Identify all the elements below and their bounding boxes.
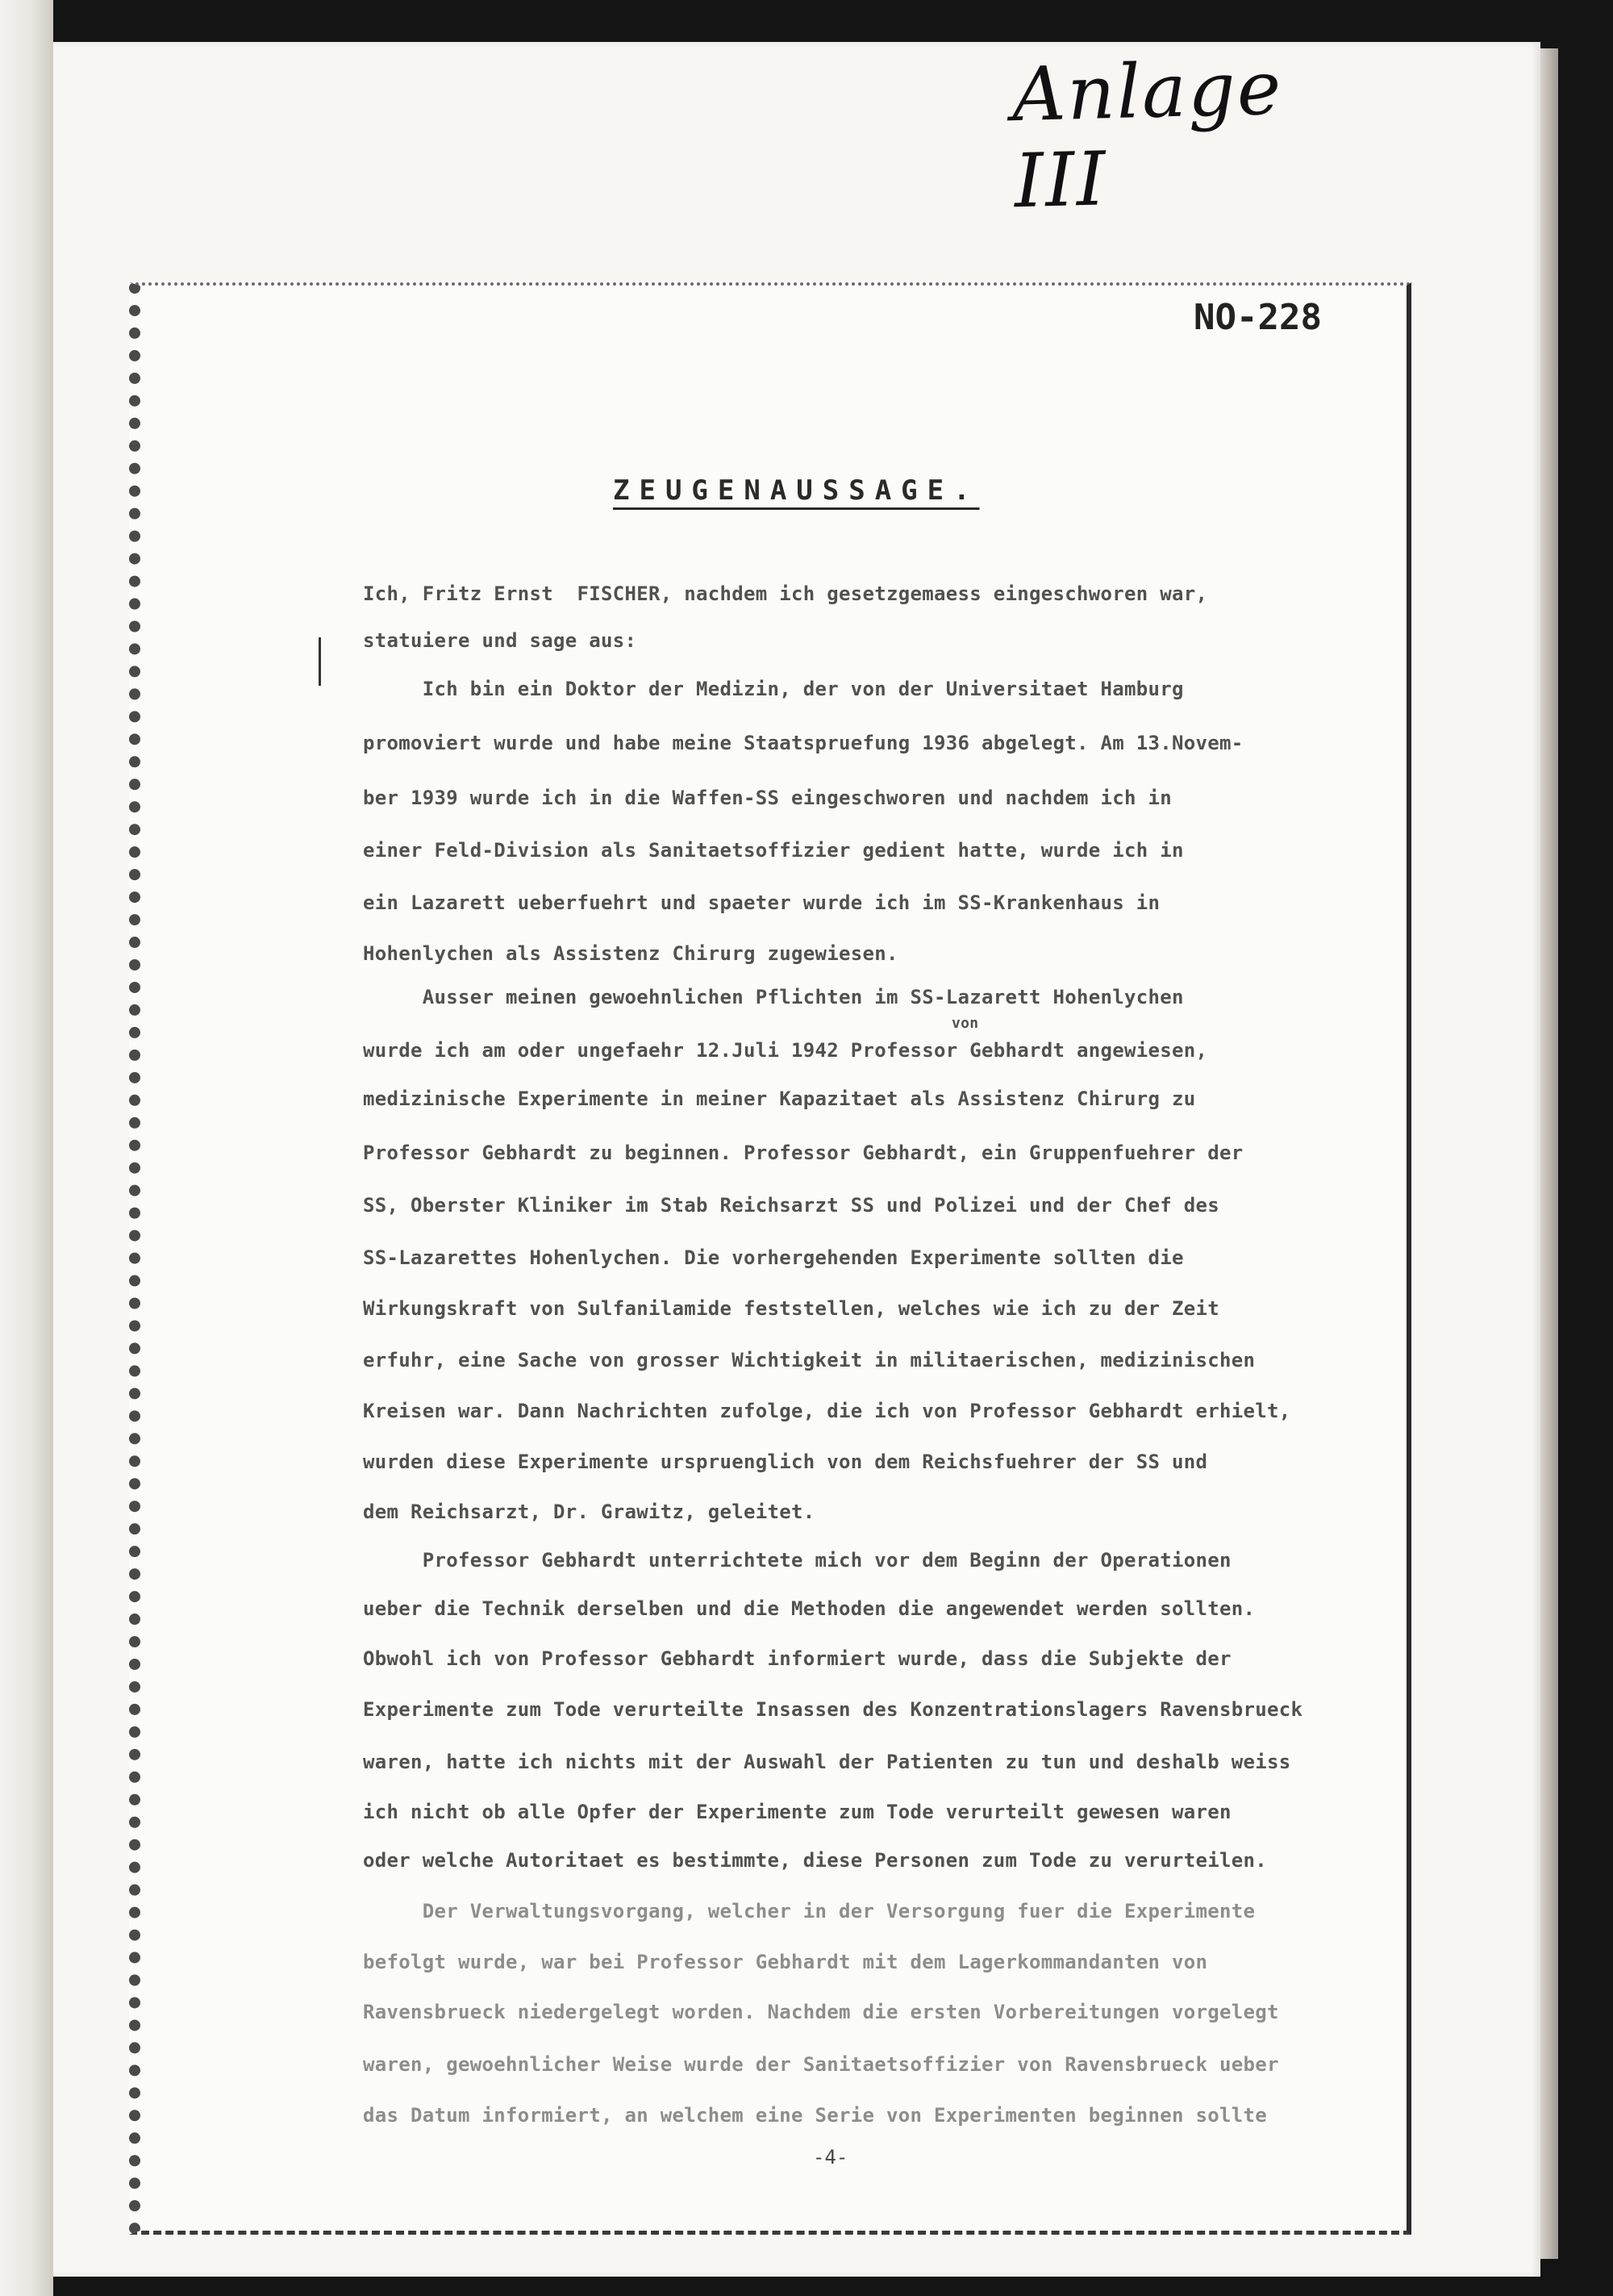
text-line: ein Lazarett ueberfuehrt und spaeter wurde ich im SS-Krankenhaus in — [363, 891, 1161, 914]
text-line: Hohenlychen als Assistenz Chirurg zugewiesen. — [363, 942, 898, 965]
text-line: erfuhr, eine Sache von grosser Wichtigkeit in militaerischen, medizinischen — [363, 1349, 1256, 1371]
text-line: wurden diese Experimente urspruenglich von dem Reichsfuehrer der SS und — [363, 1451, 1208, 1473]
text-line: SS-Lazarettes Hohenlychen. Die vorhergehenden Experimente sollten die — [363, 1246, 1184, 1269]
text-line: dem Reichsarzt, Dr. Grawitz, geleitet. — [363, 1501, 815, 1523]
text-line: Kreisen war. Dann Nachrichten zufolge, die ich von Professor Gebhardt erhielt, — [363, 1400, 1291, 1422]
text-line: SS, Oberster Kliniker im Stab Reichsarzt SS und Polizei und der Chef des — [363, 1194, 1219, 1217]
text-line: waren, gewoehnlicher Weise wurde der Sanitaetsoffizier von Ravensbrueck ueber — [363, 2053, 1279, 2076]
text-line: wurde ich am oder ungefaehr 12.Juli 1942 Professor Gebhardt angewiesen, — [363, 1039, 1208, 1062]
text-line: ber 1939 wurde ich in die Waffen-SS eingeschworen und nachdem ich in — [363, 787, 1172, 809]
text-line: oder welche Autoritaet es bestimmte, diese Personen zum Tode zu verurteilen. — [363, 1849, 1267, 1872]
text-line: ich nicht ob alle Opfer der Experimente zum Tode verurteilt gewesen waren — [363, 1801, 1232, 1823]
text-line: Obwohl ich von Professor Gebhardt informiert wurde, dass die Subjekte der — [363, 1647, 1232, 1670]
binding-strip — [0, 0, 53, 2296]
text-line: statuiere und sage aus: — [363, 629, 637, 652]
text-line: waren, hatte ich nichts mit der Auswahl der Patienten zu tun und deshalb weiss — [363, 1751, 1291, 1773]
text-line: promoviert wurde und habe meine Staatspruefung 1936 abgelegt. Am 13.Novem- — [363, 732, 1244, 754]
text-line: ueber die Technik derselben und die Methoden die angewendet werden sollten. — [363, 1597, 1256, 1620]
text-line: Ich, Fritz Ernst FISCHER, nachdem ich gesetzgemaess eingeschworen war, — [363, 582, 1208, 605]
text-line: einer Feld-Division als Sanitaetsoffizier gedient hatte, wurde ich in — [363, 839, 1184, 862]
text-line: Professor Gebhardt unterrichtete mich vor dem Beginn der Operationen — [363, 1549, 1232, 1572]
text-line: Der Verwaltungsvorgang, welcher in der Versorgung fuer die Experimente — [363, 1900, 1256, 1922]
text-line: Ravensbrueck niedergelegt worden. Nachdem die ersten Vorbereitungen vorgelegt — [363, 2001, 1279, 2023]
document-number: NO-228 — [1194, 297, 1322, 338]
margin-mark — [319, 637, 321, 686]
text-line: befolgt wurde, war bei Professor Gebhardt mit dem Lagerkommandanten von — [363, 1951, 1208, 1973]
footer-page-mark: -4- — [813, 2146, 848, 2169]
text-line: Ich bin ein Doktor der Medizin, der von der Universitaet Hamburg — [363, 678, 1184, 700]
text-line: Professor Gebhardt zu beginnen. Professor Gebhardt, ein Gruppenfuehrer der — [363, 1142, 1244, 1164]
text-line: Ausser meinen gewoehnlichen Pflichten im SS-Lazarett Hohenlychen — [363, 986, 1184, 1008]
text-line: von — [952, 1015, 979, 1032]
text-line: Experimente zum Tode verurteilte Insassen des Konzentrationslagers Ravensbrueck — [363, 1698, 1303, 1721]
text-line: medizinische Experimente in meiner Kapazitaet als Assistenz Chirurg zu — [363, 1087, 1196, 1110]
text-line: Wirkungskraft von Sulfanilamide feststellen, welches wie ich zu der Zeit — [363, 1297, 1219, 1320]
text-line: das Datum informiert, an welchem eine Serie von Experimenten beginnen sollte — [363, 2104, 1267, 2127]
document-title: ZEUGENAUSSAGE. — [613, 474, 980, 507]
handwritten-annotation: Anlage III — [1011, 44, 1284, 225]
page-edge — [1540, 48, 1558, 2259]
